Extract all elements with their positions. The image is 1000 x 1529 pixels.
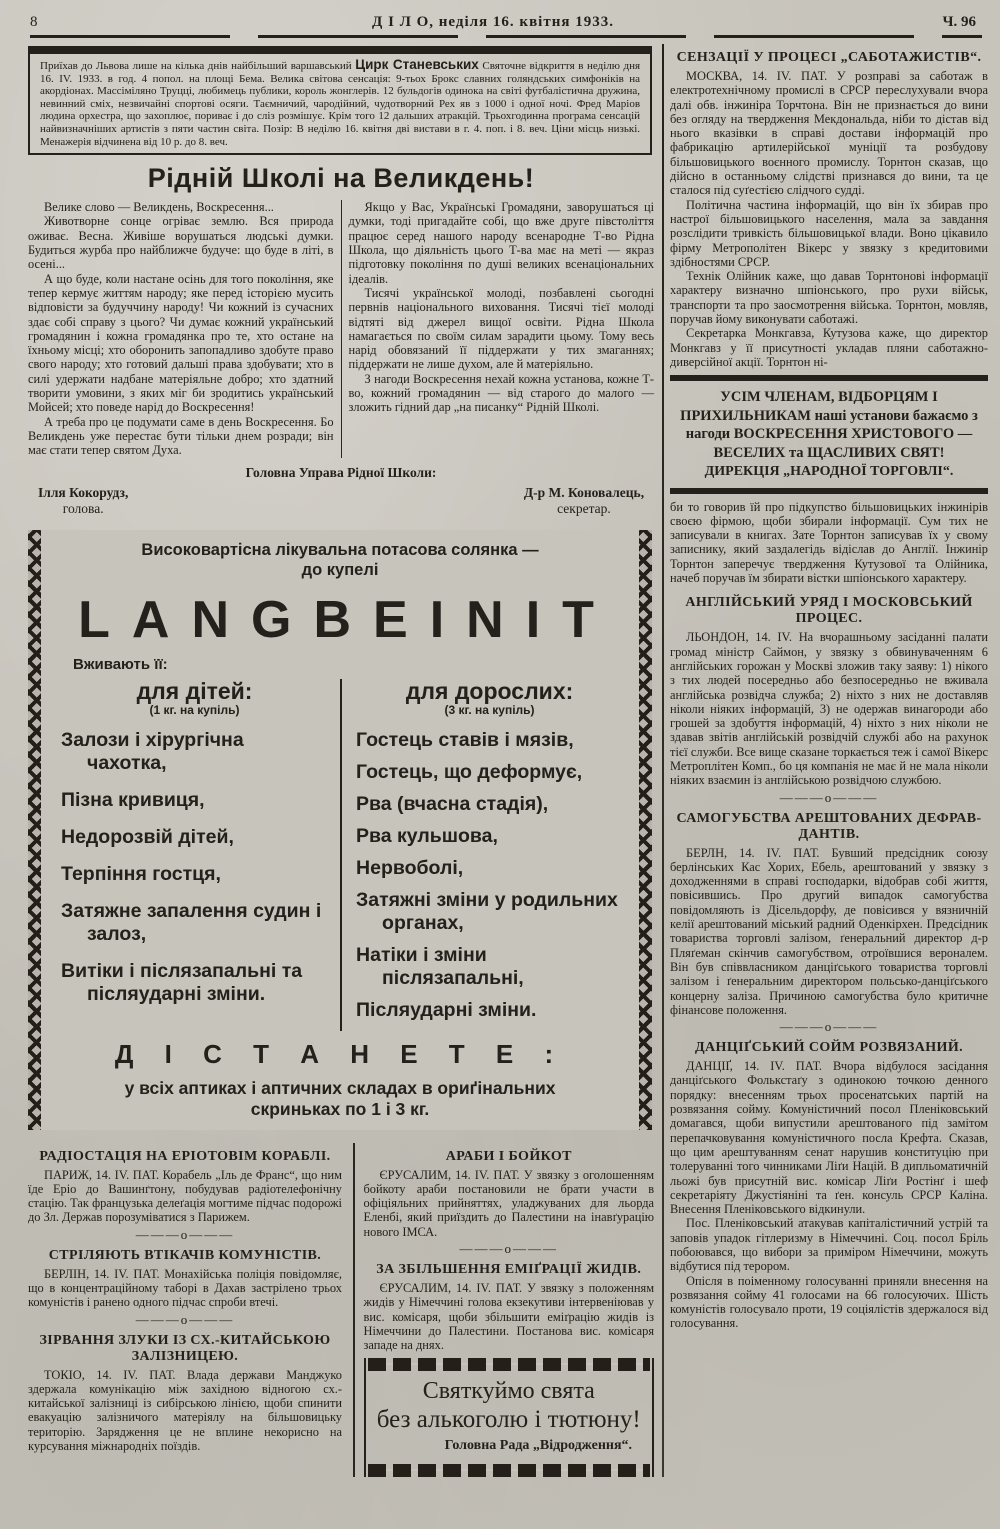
article-body: ТОКІО, 14. IV. ПАТ. Влада держави Манджуко здержала комунікацію між західною відногою сх.-китайської залізниці із сибірською лінією, щоби спинити евакуацію залізничого матеріялу на більшовицьку територію. Зарядження це не вплине некорисно на курсування міжнародніх поїздів. bbox=[28, 1367, 342, 1454]
list-item: Недорозвій дітей, bbox=[61, 825, 234, 848]
article-title: АНГЛІЙСЬКИЙ УРЯД І МОСКОВСЬКИЙ bbox=[685, 595, 973, 611]
signatory-role: голова. bbox=[62, 500, 104, 516]
ad-tagline-line2: до купелі bbox=[301, 560, 379, 579]
section-divider: ———о——— bbox=[135, 1311, 235, 1327]
bottom-middle-column bbox=[360, 1143, 655, 1477]
section-divider: ———о——— bbox=[779, 1019, 879, 1035]
ad-children-column bbox=[55, 679, 340, 1031]
ad-availability-line2: скриньках по 1 і 3 кг. bbox=[250, 1098, 430, 1119]
article-body: ЄРУСАЛИМ, 14. IV. ПАТ. У звязку з положенням жидів у Німеччині голова екзекутиви інтервеніював у вис. комісаря, щоби збільшити еміґрацію жидів із Німеччини до Палестини. Постанова вис. комісаря западе на днях. bbox=[363, 1280, 655, 1353]
article-title: ДАНЦІҐСЬКИЙ СОЙМ РОЗВЯЗАНИЙ. bbox=[695, 1040, 964, 1056]
list-item: Нервоболі, bbox=[356, 856, 464, 879]
ad-adults-dose: (3 кг. на купіль) bbox=[444, 702, 535, 717]
ad-adults-heading: для дорослих: bbox=[405, 677, 574, 704]
section-divider: ———о——— bbox=[135, 1226, 235, 1242]
article-title: ЗАЛІЗНИЦЕЮ. bbox=[131, 1348, 239, 1364]
main-article-col1 bbox=[28, 200, 341, 457]
article-title: СТРІЛЯЮТЬ ВТІКАЧІВ КОМУНІСТІВ. bbox=[48, 1247, 322, 1263]
article-title: САМОГУБСТВА АРЕШТОВАНИХ ДЕФРАВ- bbox=[676, 810, 982, 826]
article-title: ЗІРВАННЯ ЗЛУКИ ІЗ СХ.-КИТАЙСЬКОЮ bbox=[39, 1332, 331, 1348]
circus-ad-text-after: Святочне відкриття в неділю дня 16. IV. 1933. в год. 4 попол. на площі Бема. Велика світова сенсація: 9-тьох Брокс славних голяндських симфоніків на акордіонах. Массіміляно Труцці, любимець публики, король жонглерів. 12 бульдогів одинока на світі футбалістична дружина, невинний сміх, незвичайні спортові осяги. Таємничий, чародійний, чудотворний Рех яв з 1000 і одної ночі. Фред Маріов людина орхестра, що захоплює, пориває і до сліз розмішує. Крім того 12 дальших атракцій. Трьохгодинна програма сенсацій найвизначніших артистів з пяти частин світа. Позір: В неділю 16. квітня дві вистави в г. 4. поп. і 8. веч. Ціни місць низькі. Менажерія відчинена від 10 р. до 8. веч. bbox=[40, 60, 641, 148]
paragraph: А треба про це подумати саме в день Воскресення. Бо Великдень уже перестає бути тільки днем розради; він має стати тепер святом Духа. bbox=[28, 414, 334, 458]
easter-greeting-box bbox=[670, 375, 988, 493]
main-article-col2 bbox=[341, 200, 655, 457]
list-item: Рва (вчасна стадія), bbox=[356, 792, 549, 815]
ad-columns bbox=[55, 679, 625, 1031]
article-body: Опісля в поіменному голосуванні приняли внесення на розвязання сойму 41 голосами на 66 голосуючих. Шість комуністів голосувало проти, 19 соціялістів здержалося від голосування. bbox=[670, 1273, 988, 1331]
temperance-signature: Головна Рада „Відродження“. bbox=[444, 1438, 633, 1454]
list-item: Післяударні зміни. bbox=[356, 998, 537, 1021]
main-column-rule bbox=[662, 44, 664, 1477]
article-title: РАДІОСТАЦІЯ НА ЕРІОТОВІМ КОРАБЛІ. bbox=[39, 1148, 331, 1164]
bottom-left-column bbox=[28, 1143, 348, 1477]
ad-tagline-line1: Високовартісна лікувальна потасова солянка — bbox=[141, 540, 539, 559]
list-item: Затяжні зміни у родильних органах, bbox=[356, 888, 618, 934]
langbeinit-ad-border bbox=[28, 530, 652, 1130]
article-title: ЗА ЗБІЛЬШЕННЯ ЕМІҐРАЦІЇ ЖИДІВ. bbox=[376, 1261, 642, 1277]
main-column bbox=[28, 44, 654, 1477]
ornament-border-top bbox=[368, 1358, 651, 1371]
article-body: Секретарка Монкгавза, Кутузова каже, що директор Монкгавз у її присутності укладав пляни саботажно-диверсійної акції. Торнтон ні- bbox=[670, 326, 988, 369]
ad-usage-label: Вживають її: bbox=[73, 655, 168, 673]
ad-adults-column bbox=[340, 679, 625, 1031]
paragraph: А що буде, коли настане осінь для того покоління, яке тепер кермує життям народу; яке перед історією мусить відповісти за будуччину народу! Чи кожний із сучасних здає собі справу з цього? Чи думає кожний український громадянин і кожна громадянка про те, хто остане на їхньому місці; хто оборонить запопадливо здобуте право свого народу; хто готовий дальші права здобувати; хто в силі удержати надбане матеріяльне добро; хто здатний творити умовини, з яких міг би зродитись український Мойсей; хто поведе нарід до Воскресення! bbox=[28, 271, 334, 415]
ornament-border-bottom bbox=[368, 1464, 651, 1477]
temperance-line2: без алькоголю і тютюну! bbox=[376, 1406, 641, 1434]
ad-children-heading: для дітей: bbox=[136, 677, 253, 704]
greeting-signature: ДИРЕКЦІЯ „НАРОДНОЇ ТОРГОВЛІ“. bbox=[704, 464, 954, 480]
article-body: БЕРЛН, 14. IV. ПАТ. Бувший предсідник союзу берлінських Кас Хорих, Ебель, арештований у звязку з доходженнями в справі господарки, відобрав собі життя, повісившись. Про другий випадок самогубства повідомляють із Дісельдорфу, де повісився у вязничній келії арештований міський радний Оденкірхен. Предсідник товариства торговлі залізом, ґенеральний директор д-р Пляґеман скінчив самогубством, отроївшися вероналем. Він був співвласником данціґського товариства торговлі залізом і ґенеральним директором польсько-данціґського концерну заліза. Причиною самогубства було критичне фінансове положення. bbox=[670, 845, 988, 1017]
langbeinit-ad bbox=[41, 530, 639, 1130]
issue-number: Ч. 96 bbox=[942, 14, 976, 30]
page-header bbox=[0, 0, 1000, 31]
list-item: Затяжне запалення судин і залоз, bbox=[61, 899, 322, 945]
page-number: 8 bbox=[30, 14, 38, 30]
signature-left bbox=[38, 485, 128, 517]
circus-ad-name: Цирк Станевських bbox=[355, 57, 479, 72]
masthead: Д І Л О, неділя 16. квітня 1933. bbox=[372, 14, 614, 30]
ad-brand-name: LANGBEINIT bbox=[78, 590, 616, 649]
signature-row bbox=[28, 485, 654, 517]
circus-ad-box bbox=[28, 46, 652, 155]
temperance-ad-box bbox=[364, 1358, 655, 1476]
signatory-name: Д-р М. Коновалець, bbox=[523, 484, 645, 500]
paragraph: Велике слово — Великдень, Воскресення... bbox=[44, 200, 274, 215]
right-column bbox=[670, 44, 992, 1477]
bottom-articles bbox=[28, 1143, 654, 1477]
signature-right bbox=[524, 485, 644, 517]
article-title: ДАНТІВ. bbox=[798, 826, 860, 842]
list-item: Рва кульшова, bbox=[356, 824, 498, 847]
main-article-title: Рідній Школі на Великдень! bbox=[147, 163, 535, 194]
article-body-continuation: би то говорив їй про підкупство більшовицьких інжинірів своєю фірмою, щоби збирали інформації. Сум тих не записували в книгах. Зате Торнтон записував їх у свому записнику, який заздалегідь відіслав до Англії. Інжинір Торнтон заперечує твердження Кутузової та Олійника, начеб поручав їм збирати вістки шпіонського характеру. bbox=[670, 499, 988, 586]
signature-heading: Головна Управа Рідної Школи: bbox=[245, 464, 437, 480]
paragraph: З нагоди Воскресення нехай кожна установа, кожне Т-во, кожний громадянин — від старого до малого — зложить гідний дар „на писанку“ Рідній Школі. bbox=[348, 371, 655, 415]
ad-children-dose: (1 кг. на купіль) bbox=[149, 702, 240, 717]
list-item: Пізна кривиця, bbox=[61, 788, 205, 811]
circus-ad-text-before: Приїхав до Львова лише на кілька днів найбільший варшавський bbox=[40, 60, 352, 72]
list-item: Гостець, що деформує, bbox=[356, 760, 583, 783]
article-title: СЕНЗАЦІЇ У ПРОЦЕСІ „САБОТАЖИСТІВ“. bbox=[676, 50, 982, 65]
header-rule bbox=[30, 35, 982, 38]
ad-availability-line1: у всіх аптиках і аптичних складах в ориґінальних bbox=[124, 1077, 556, 1098]
article-body: ЛЬОНДОН, 14. IV. На вчорашньому засіданні палати громад міністр Саймон, у звязку з обвинуваченням 6 англійських горожан у Москві зложив таку заяву: 1) нікого з тих людей посередньо або безпосередньо не вживала англійська розвідча служба; 2) ніхто з них не доставляв ніколи ніяких інформацій, 3) не одержав винагороди або грошей за здобуття інформацій, 4) ніхто з них ніколи не здавав звітів англійській розвідчій службі або на рахунок тієї служби. Все вище сказане торкається теж і самої Вікерс Метроплітен Комп., бо ця компанія не має й не мала ніколи ніяких взаємин із англійською розвідчою службою. bbox=[670, 630, 988, 788]
greeting-text: УСІМ ЧЛЕНАМ, ВІДБОРЦЯМ І ПРИХИЛЬНИКАМ наші установи бажаємо з нагоди ВОСКРЕСЕННЯ ХРИСТОВОГО — ВЕСЕЛИХ та ЩАСЛИВИХ СВЯТ! bbox=[680, 389, 978, 461]
paragraph: Тисячі української молоді, позбавлені сьогодні первнів національного виховання. Тисячі тієї молоді відтяті від джерел вищої освіти. Рідна Школа намагається по своїм силам зарадити цьому. Тому весь нарід обовязаний її піддержати у тих змаганнях; піддержати не лише духом, але й матеріяльно. bbox=[348, 285, 655, 372]
paragraph: Животворне сонце огріває землю. Вся природа оживає. Весна. Живіше ворушаться людські думки. Будиться журба про найближче будуче: що буде в літі, в осені... bbox=[28, 214, 334, 272]
article-body: ДАНЦІҐ, 14. IV. ПАТ. Вчора відбулося засідання данціґського Фолькстаґу з одинокою точкою денного порядку: внесенням трьох просенатських партій на розвязання сойму. Комуністичний посол Пленіковський домагався, щоби випустили арештованого під замітом перепачковування комуністичного посла Крефта. Сказав, що цим арештуванням сенат нарушив конституцію при толеруванні того чинниками Ліґи Націй. В дипльоматичній льожі був присутній вис. комісар Ліґи Ростінґ і шеф секретаріяту Джустіяніні та ґен. консуль СРСР Каліна. Внесення Пленіковського відкинули. bbox=[670, 1059, 988, 1217]
article-body: БЕРЛІН, 14. IV. ПАТ. Монахійська поліція повідомляє, що в концентраційному таборі в Дахав застрілено трьох комуністів і ранено одного підчас спроби втечі. bbox=[28, 1266, 342, 1310]
article-body: Політична частина інформацій, що він їх збирав про настрої більшовицького населення, мала за завдання розслідити тривкість більшовицької влади. Воно цікавило фірму Метрополітен Вікерс у звязку з кредитовими здібностями СРСР. bbox=[670, 197, 988, 269]
list-item: Залози і хірургічна чахотка, bbox=[61, 728, 244, 774]
article-body: Технік Олійник каже, що давав Торнтонові інформації характеру визначно шпіонського, про рухи військ, транспорти та про заосмотрення війська. Торнтон, мовляв, поручав йому виконувати саботажі. bbox=[670, 269, 988, 327]
paragraph: Якщо у Вас, Українські Громадяни, заворушаться ці думки, тоді пригадайте собі, що вже друге півстоліття працює серед нашого народу всенародне Т-во Рідна Школа, що діяльність цього Т-ва має на меті — якраз підготовку покоління по душі великих всенаціональних ідеалів. bbox=[348, 200, 655, 286]
article-body: ЄРУСАЛИМ, 14. IV. ПАТ. У звязку з оголошенням бойкоту араби постановили не брати участи в офіціяльних прийняттях, уладжуваних для льорда Еленбі, який приїздить до Палестини на інавґурацію нового ІМСА. bbox=[363, 1167, 655, 1239]
main-article-body bbox=[28, 200, 654, 457]
section-divider: ———о——— bbox=[779, 789, 879, 805]
article-title: ПРОЦЕС. bbox=[795, 611, 863, 627]
article-body: МОСКВА, 14. IV. ПАТ. У розправі за саботаж в електротехнічному промислі в СРСР переслухували вчора далі обв. інжиніра Торчтона. Він не признається до вини без огляду на твердження Мекдональда, ніби то дістав від нього вказівки в справі достави інформацій про фабрикацію артилерійської муніції та розбудову більшовицького воєнного промислу. Торнтон сказав, що дійсно в останньому слідстві признався до вини, та це сталося під суґестією слідчого судді. bbox=[670, 69, 988, 198]
article-body: ПАРИЖ, 14. IV. ПАТ. Корабель „Іль де Франс“, що ним їде Еріо до Вашинґтону, побудував радіотелефонічну стацію. Так французька делеґація могтиме підчас подорожі до Зл. Держав порозуміватися з Парижем. bbox=[28, 1167, 342, 1225]
article-body: Пос. Пленіковський атакував капіталістичний устрій та заповів упадок гітлеризму в Німеччині. Соц. посол Бріль побоювався, що вибори за приміром Німеччини, можуть відбутися під терором. bbox=[670, 1216, 988, 1274]
ad-availability-heading: Д І С Т А Н Е Т Е : bbox=[114, 1038, 566, 1069]
signatory-role: секретар. bbox=[557, 500, 611, 516]
list-item: Терпіння гостця, bbox=[61, 862, 221, 885]
list-item: Натіки і зміни післязапальні, bbox=[356, 943, 524, 989]
article-title: АРАБИ І БОЙКОТ bbox=[445, 1148, 572, 1164]
signatory-name: Ілля Кокорудз, bbox=[38, 484, 129, 500]
list-item: Витіки і післязапальні та післяударні зміни. bbox=[61, 959, 303, 1005]
column-rule bbox=[353, 1143, 355, 1477]
list-item: Гостець ставів і мязів, bbox=[356, 728, 574, 751]
section-divider: ———о——— bbox=[459, 1240, 559, 1256]
temperance-line1: Святкуймо свята bbox=[422, 1378, 595, 1405]
